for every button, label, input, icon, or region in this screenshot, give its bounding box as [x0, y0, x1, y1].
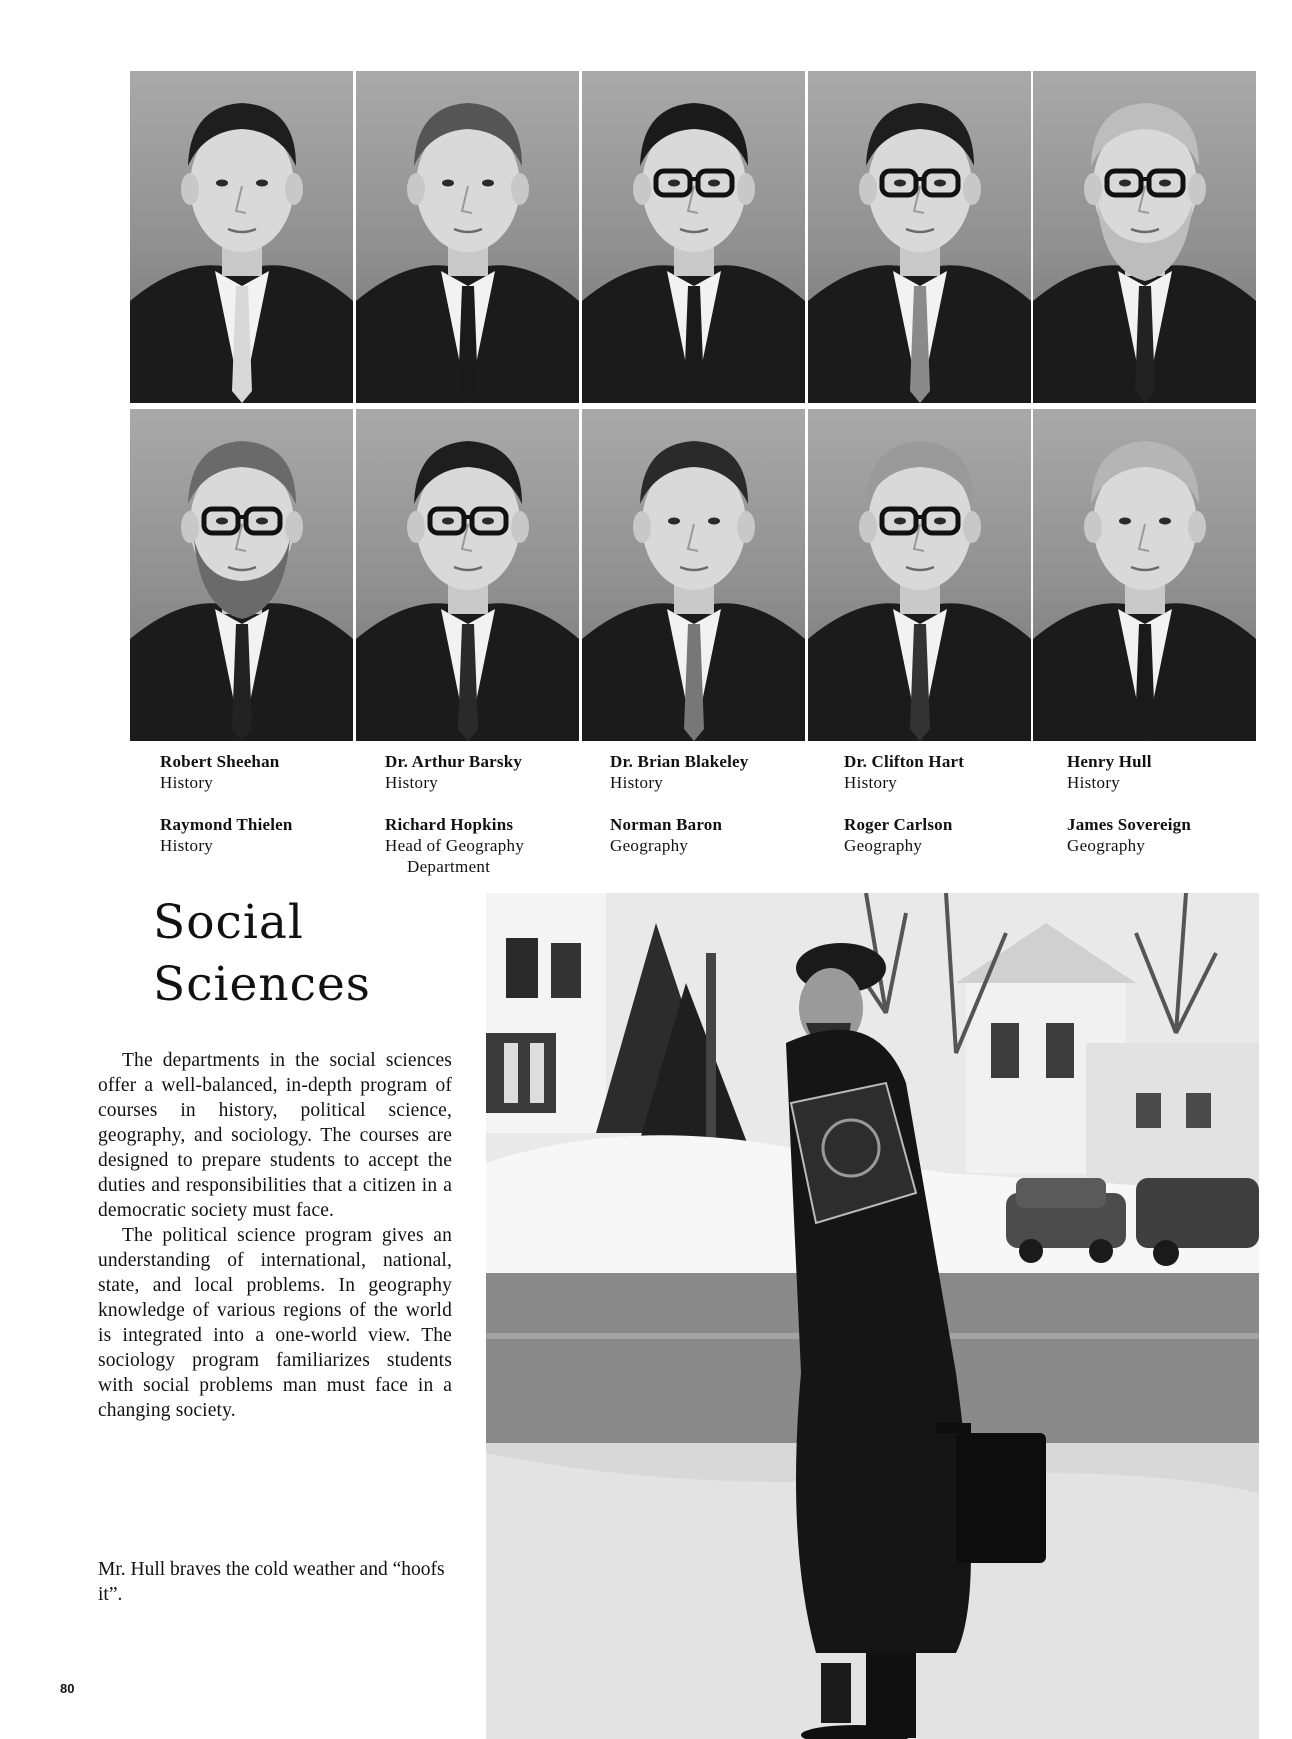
portrait-norman-baron — [582, 409, 805, 741]
caption-arthur-barsky — [385, 751, 600, 793]
caption-robert-sheehan — [160, 751, 375, 793]
portrait-robert-sheehan — [130, 71, 353, 403]
caption-brian-blakeley — [610, 751, 825, 793]
portrait-illustration — [356, 71, 579, 403]
section-title — [153, 892, 371, 1016]
staff-department: History — [610, 773, 664, 792]
portrait-clifton-hart — [808, 71, 1031, 403]
staff-department: History — [385, 773, 439, 792]
staff-department: Geography — [610, 836, 689, 855]
caption-raymond-thielen — [160, 814, 375, 856]
staff-name: Robert Sheehan — [160, 752, 280, 771]
page-number: 80 — [60, 1681, 75, 1696]
staff-name: Dr. Arthur Barsky — [385, 752, 523, 771]
portrait-richard-hopkins — [356, 409, 579, 741]
staff-name: Roger Carlson — [844, 815, 953, 834]
portrait-james-sovereign — [1033, 409, 1256, 741]
portrait-illustration — [130, 409, 353, 741]
article-body — [98, 1048, 452, 1423]
staff-department: History — [160, 836, 214, 855]
photo-illustration — [486, 893, 1259, 1739]
caption-henry-hull — [1067, 751, 1282, 793]
body-paragraph-2: The political science program gives an understanding of international, national, state, and local problems. In geography knowledge of various regions of the world is integrated into a one-world view. The sociology program familiarizes students with social problems man must face in a changing society. — [98, 1225, 452, 1421]
portrait-illustration — [1033, 71, 1256, 403]
staff-name: Dr. Clifton Hart — [844, 752, 965, 771]
portrait-henry-hull — [1033, 71, 1256, 403]
portrait-illustration — [1033, 409, 1256, 741]
portrait-illustration — [808, 409, 1031, 741]
caption-richard-hopkins — [385, 814, 600, 877]
staff-department: Geography — [1067, 836, 1146, 855]
winter-street-photo — [486, 893, 1259, 1739]
caption-roger-carlson — [844, 814, 1059, 856]
portrait-illustration — [808, 71, 1031, 403]
staff-name: Dr. Brian Blakeley — [610, 752, 749, 771]
portrait-illustration — [582, 71, 805, 403]
staff-name: James Sovereign — [1067, 815, 1192, 834]
portrait-illustration — [356, 409, 579, 741]
staff-department: History — [160, 773, 214, 792]
caption-clifton-hart — [844, 751, 1059, 793]
portrait-illustration — [130, 71, 353, 403]
portrait-roger-carlson — [808, 409, 1031, 741]
staff-department: Geography — [844, 836, 923, 855]
staff-name: Raymond Thielen — [160, 815, 293, 834]
section-title-line-2: Sciences — [153, 957, 371, 1012]
staff-department: History — [844, 773, 898, 792]
caption-norman-baron — [610, 814, 825, 856]
body-paragraph-1: The departments in the social sciences offer a well-balanced, in-depth program of courses in history, political science, geography, and sociology. The courses are designed to prepare students to accept the duties and responsibilities that a citizen in a democratic society must face. — [98, 1050, 452, 1221]
caption-james-sovereign — [1067, 814, 1282, 856]
staff-name: Henry Hull — [1067, 752, 1152, 771]
section-title-line-1: Social — [153, 895, 304, 950]
staff-department: History — [1067, 773, 1121, 792]
portrait-brian-blakeley — [582, 71, 805, 403]
photo-caption: Mr. Hull braves the cold weather and “hoofs it”. — [98, 1559, 445, 1605]
staff-name: Richard Hopkins — [385, 815, 514, 834]
staff-department: Head of Geography — [385, 836, 525, 855]
staff-department-continued: Department — [407, 857, 491, 876]
portrait-arthur-barsky — [356, 71, 579, 403]
portrait-illustration — [582, 409, 805, 741]
portrait-raymond-thielen — [130, 409, 353, 741]
staff-name: Norman Baron — [610, 815, 723, 834]
faculty-portrait-grid — [130, 71, 1256, 741]
